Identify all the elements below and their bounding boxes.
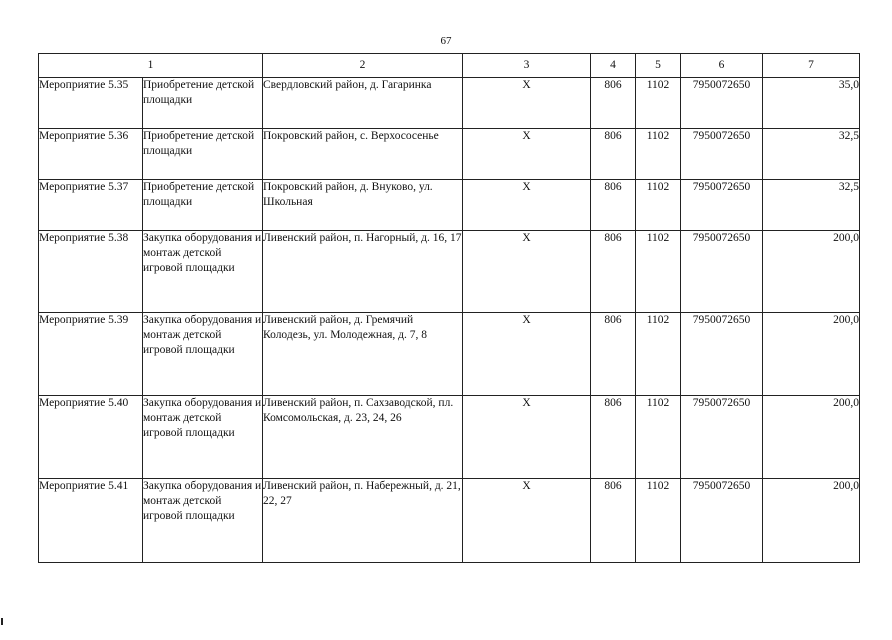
cell-amount: 200,0	[763, 479, 860, 563]
table-row	[39, 396, 860, 479]
header-col-4: 4	[591, 54, 636, 78]
cell-col-6: 7950072650	[681, 396, 763, 479]
cell-amount: 200,0	[763, 396, 860, 479]
cell-col-5: 1102	[636, 180, 681, 231]
activity-id: Мероприятие 5.38	[39, 231, 143, 313]
cell-col-4: 806	[591, 313, 636, 396]
cell-amount: 32,5	[763, 180, 860, 231]
cell-amount: 32,5	[763, 129, 860, 180]
activity-name: Закупка оборудования и монтаж детской игровой площадки	[143, 231, 263, 313]
cell-col-3: Х	[463, 479, 591, 563]
activity-address: Свердловский район, д. Гагаринка	[263, 78, 463, 129]
scan-edge-mark	[1, 618, 3, 625]
header-row	[39, 54, 860, 78]
cell-col-4: 806	[591, 180, 636, 231]
cell-col-6: 7950072650	[681, 129, 763, 180]
cell-col-3: Х	[463, 129, 591, 180]
cell-col-6: 7950072650	[681, 479, 763, 563]
cell-col-5: 1102	[636, 396, 681, 479]
activity-id: Мероприятие 5.41	[39, 479, 143, 563]
cell-col-3: Х	[463, 396, 591, 479]
cell-col-6: 7950072650	[681, 78, 763, 129]
header-col-2: 2	[263, 54, 463, 78]
table-row	[39, 231, 860, 313]
cell-col-6: 7950072650	[681, 313, 763, 396]
cell-col-4: 806	[591, 129, 636, 180]
header-col-7: 7	[763, 54, 860, 78]
header-col-3: 3	[463, 54, 591, 78]
cell-col-3: Х	[463, 78, 591, 129]
activity-id: Мероприятие 5.35	[39, 78, 143, 129]
header-col-5: 5	[636, 54, 681, 78]
cell-col-4: 806	[591, 231, 636, 313]
table-row	[39, 313, 860, 396]
table-row	[39, 78, 860, 129]
activity-id: Мероприятие 5.37	[39, 180, 143, 231]
cell-col-6: 7950072650	[681, 231, 763, 313]
cell-col-4: 806	[591, 396, 636, 479]
activity-address: Ливенский район, п. Сахзаводской, пл. Комсомольская, д. 23, 24, 26	[263, 396, 463, 479]
cell-col-5: 1102	[636, 313, 681, 396]
cell-amount: 200,0	[763, 231, 860, 313]
cell-col-5: 1102	[636, 479, 681, 563]
activity-name: Закупка оборудования и монтаж детской игровой площадки	[143, 479, 263, 563]
activity-name: Закупка оборудования и монтаж детской игровой площадки	[143, 313, 263, 396]
cell-col-5: 1102	[636, 231, 681, 313]
cell-col-4: 806	[591, 78, 636, 129]
activity-id: Мероприятие 5.40	[39, 396, 143, 479]
cell-amount: 200,0	[763, 313, 860, 396]
activity-id: Мероприятие 5.36	[39, 129, 143, 180]
activity-address: Ливенский район, п. Нагорный, д. 16, 17	[263, 231, 463, 313]
activity-name: Приобретение детской площадки	[143, 129, 263, 180]
activity-id: Мероприятие 5.39	[39, 313, 143, 396]
cell-col-3: Х	[463, 180, 591, 231]
cell-col-6: 7950072650	[681, 180, 763, 231]
activity-address: Покровский район, с. Верхососенье	[263, 129, 463, 180]
activity-name: Приобретение детской площадки	[143, 180, 263, 231]
activity-name: Приобретение детской площадки	[143, 78, 263, 129]
table-row	[39, 180, 860, 231]
cell-amount: 35,0	[763, 78, 860, 129]
table-row	[39, 479, 860, 563]
cell-col-5: 1102	[636, 78, 681, 129]
activity-name: Закупка оборудования и монтаж детской игровой площадки	[143, 396, 263, 479]
activity-address: Ливенский район, п. Набережный, д. 21, 22, 27	[263, 479, 463, 563]
header-col-6: 6	[681, 54, 763, 78]
cell-col-5: 1102	[636, 129, 681, 180]
cell-col-3: Х	[463, 313, 591, 396]
page-number: 67	[440, 35, 452, 47]
activity-address: Покровский район, д. Внуково, ул. Школьная	[263, 180, 463, 231]
budget-table	[38, 53, 860, 563]
cell-col-4: 806	[591, 479, 636, 563]
table-row	[39, 129, 860, 180]
cell-col-3: Х	[463, 231, 591, 313]
activity-address: Ливенский район, д. Гремячий Колодезь, ул. Молодежная, д. 7, 8	[263, 313, 463, 396]
header-col-1: 1	[39, 54, 263, 78]
